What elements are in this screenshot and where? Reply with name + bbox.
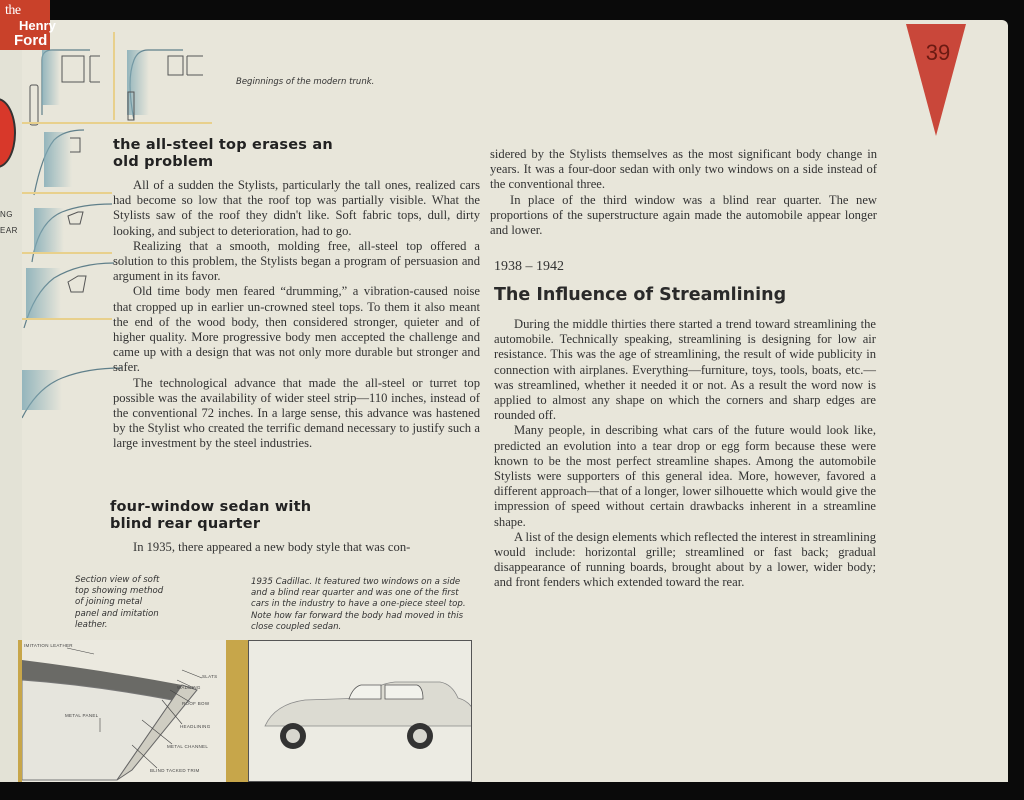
henry-ford-logo — [0, 0, 56, 50]
diagram-label: HEADLINING — [180, 724, 211, 729]
paragraph: A list of the design elements which reflected the interest in streamlining would include: horizontal grille; streamlined or fast back; gradual disappearance of running boards, brought about by a lower, wider body; and front fenders which extended toward the rear. — [494, 529, 876, 590]
diagram-label: ROOF BOW — [182, 701, 210, 706]
soft-top-section-diagram — [22, 640, 248, 782]
all-steel-top-text — [113, 178, 480, 452]
page-fragment-text: NG — [0, 210, 13, 219]
gold-bar — [226, 640, 248, 782]
paragraph: sidered by the Stylists themselves as the most significant body change in years. It was a four-door sedan with only two windows on a side instead of the conventional three. — [490, 147, 877, 192]
diagram-label: WADDING — [177, 685, 201, 690]
diagram-label: IMITATION LEATHER — [24, 643, 73, 648]
diagram-drawing — [22, 640, 248, 782]
diagram-label: METAL CHANNEL — [167, 744, 209, 749]
gold-divider — [22, 252, 112, 254]
logo-text: Ford — [14, 32, 48, 49]
diagram-label: METAL PANEL — [65, 713, 99, 718]
paragraph: Old time body men feared “drumming,” a vibration-caused noise that cropped up in earlier un-crowned steel tops. To them it also meant the end of the wood body, then considered stronger, quieter and of higher quality. More progressive body men accepted the challenge and came up with a design that was not only more durable but stronger and safer. — [113, 284, 480, 375]
diagram-label: SLATS — [202, 674, 218, 679]
chapter-heading: The Influence of Streamlining — [494, 285, 787, 305]
trunk-caption: Beginnings of the modern trunk. — [236, 77, 375, 87]
paragraph: Many people, in describing what cars of the future would look like, predicted an evolution into a tear drop or egg form because these were known to be the most perfect streamline shapes. Among the automobile Stylists were supporters of this general idea. More, however, favored a different approach—that of a longer, lower silhouette which would give the impression of speed without certain drawbacks inherent in a streamline shape. — [494, 423, 876, 529]
paragraph: Realizing that a smooth, molding free, all-steel top offered a solution to this problem, the Stylists began a program of persuasion and argument in its favor. — [113, 238, 480, 284]
paragraph: In place of the third window was a blind rear quarter. The new proportions of the superstructure again made the automobile appear longer and lower. — [490, 192, 877, 238]
paragraph: During the middle thirties there started a trend toward streamlining the automobile. Technically speaking, streamlining is designing for low air resistance. This was the age of streamlining, the result of wide publicity in connection with airplanes. Everything—furniture, toys, tools, boats, etc.—was streamlined, whether it needed it or not. As a result the word now is applied to almost any shape on which the corners and sharp edges are rounded off. — [494, 317, 876, 423]
heading-line: old problem — [113, 154, 214, 170]
book-page — [22, 20, 1008, 782]
logo-text: the — [5, 3, 21, 18]
paragraph: In 1935, there appeared a new body style that was con- — [133, 540, 411, 554]
logo-text: Henry — [19, 18, 56, 33]
four-window-sedan-text — [113, 540, 480, 555]
section-heading-all-steel-top — [113, 137, 333, 171]
soft-top-caption: Section view of soft top showing method of joining metal panel and imitation leather. — [75, 575, 164, 630]
diagram-label: BLIND TACKED TRIM — [150, 768, 200, 773]
gold-divider — [22, 318, 112, 320]
gold-divider — [113, 32, 115, 120]
car-illustration — [249, 641, 471, 781]
section-heading-four-window-sedan — [110, 499, 311, 533]
page-fragment-text: EAR — [0, 226, 18, 235]
gold-divider — [22, 122, 212, 124]
red-circle-illustration — [0, 98, 16, 168]
paragraph: The technological advance that made the all-steel or turret top possible was the availability of wider steel strip—110 inches, instead of the conventional 72 inches. In a large sense, this advance was hastened by the Stylist who created the terrific demand necessary to justify such a large investment by the steel industries. — [113, 375, 480, 451]
sedan-continuation-text — [490, 147, 877, 238]
gold-divider — [22, 192, 112, 194]
cadillac-photo — [248, 640, 472, 782]
cadillac-caption: 1935 Cadillac. It featured two windows on a side and a blind rear quarter and was one of the first cars in the industry to have a one-piece steel top. Note how far forward the body had moved in this close coupled sedan. — [251, 577, 466, 632]
heading-line: the all-steel top erases an — [113, 137, 333, 153]
era-label: 1938 – 1942 — [494, 259, 564, 274]
streamlining-text — [494, 317, 876, 591]
heading-line: four-window sedan with — [110, 499, 312, 515]
paragraph: All of a sudden the Stylists, particularly the tall ones, realized cars had become so low that the roof top was partially visible. What the Stylists saw of the roof they didn't like. Soft fabric tops, dull, dirty looking, and subject to deterioration, had to go. — [113, 178, 480, 238]
page-number: 39 — [925, 40, 951, 65]
heading-line: blind rear quarter — [110, 516, 261, 532]
